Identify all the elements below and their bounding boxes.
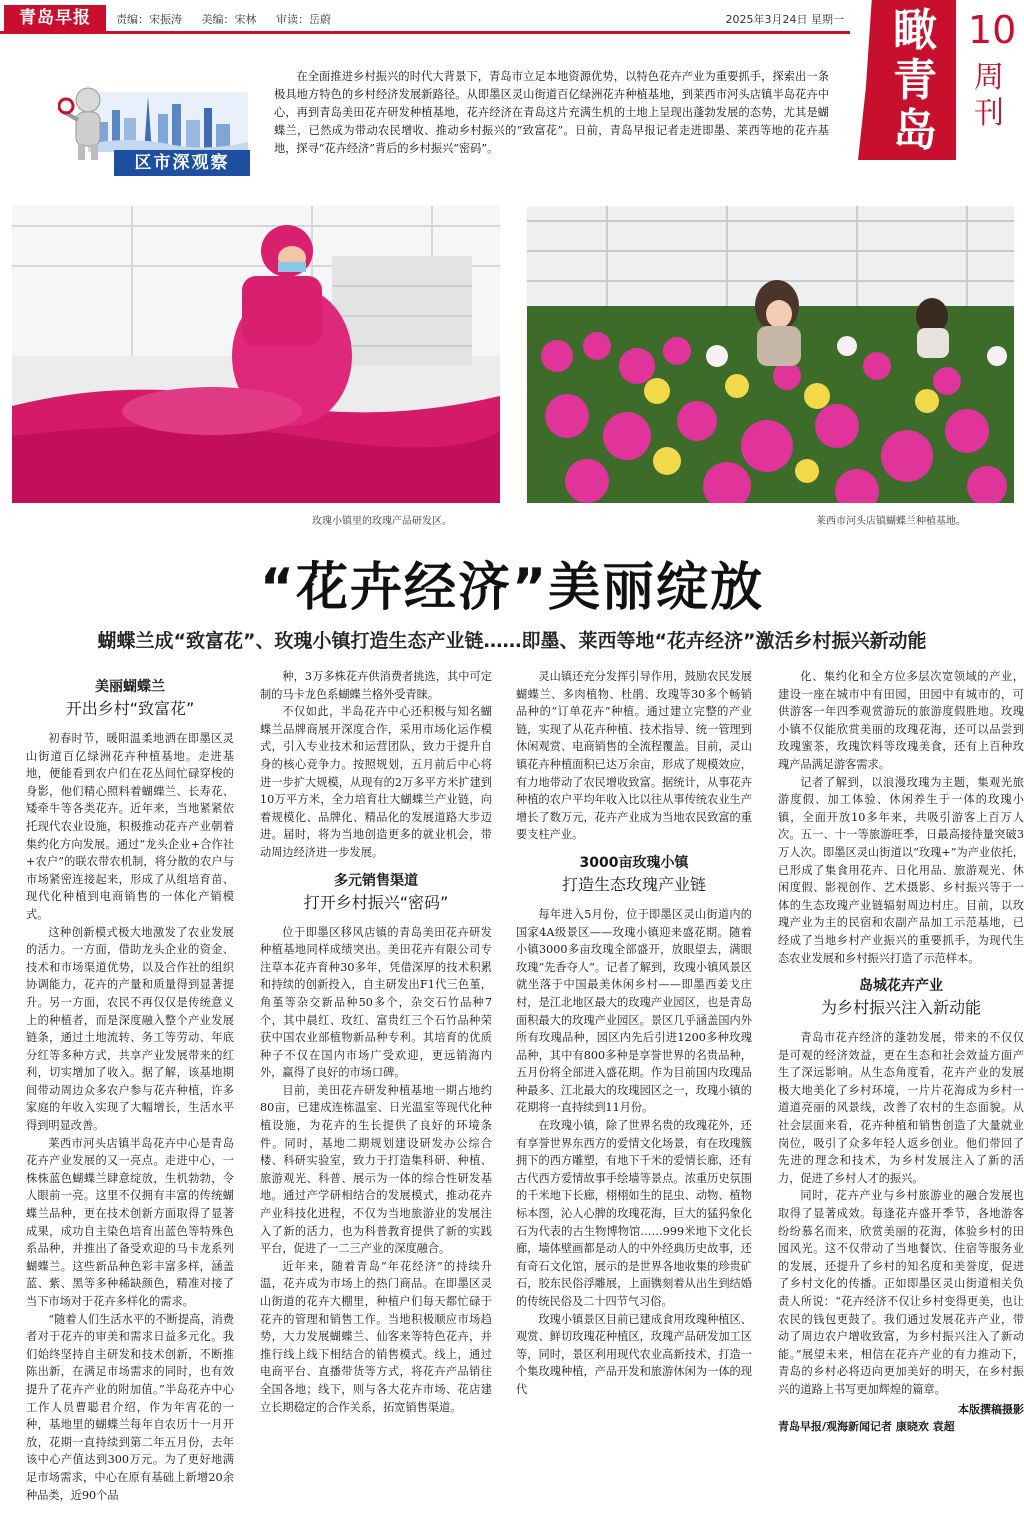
paragraph: 近年来，随着青岛“年花经济”的持续升温，花卉成为市场上的热门商品。在即墨区灵山街道的花卉大棚里，种植户们每天都忙碌于花卉的管理和销售工作。当地积极顺应市场趋势，大力发展蝴蝶兰、仙客来等特色花卉，并推行线上线下相结合的销售模式。线上，通过电商平台、直播带货等方式，将花卉产品销往全国各地；线下，则与各大花卉市场、花店建立长期稳定的合作关系，拓宽销售渠道。: [260, 1259, 492, 1414]
article-column-1: [26, 676, 234, 1504]
section-title-line1: 岛城花卉产业: [859, 978, 943, 995]
paragraph: 种，3万多株花卉供消费者挑选，其中可定制的马卡龙色系蝴蝶兰格外受青睐。: [260, 670, 492, 701]
credit-editor: 责编：宋振涛: [116, 13, 182, 26]
photo-rose-research-area: [12, 206, 500, 503]
caption-left: 玫瑰小镇里的玫瑰产品研发区。: [312, 516, 452, 527]
paragraph: 初春时节，暖阳温柔地洒在即墨区灵山街道百亿绿洲花卉种植基地。走进基地，便能看到农户们在花丛间忙碌穿梭的身影，他们精心照料着蝴蝶兰、长寿花、矮牵牛等各类花卉。近年来，当地紧紧依托现代农业设施，积极推动花卉产业朝着集约化方向发展。通过“龙头企业+合作社+农户”的联农带农机制，将分散的农户与市场紧密连接起来，形成了从组培育苗、现代化种植到电商销售的一体化产销模式。: [26, 732, 234, 921]
banner-subtitle: 周刊: [974, 60, 1004, 131]
article-column-2: [260, 668, 492, 1416]
masthead: [0, 0, 850, 34]
paragraph: “随着人们生活水平的不断提高，消费者对于花卉的审美和需求日益多元化。我们始终坚持自主研发和技术创新，不断推陈出新，在满足市场需求的同时，也有效提升了花卉产业的附加值。”半岛花卉中心工作人员曹聪君介绍，作为年宵花的一种，基地里的蝴蝶兰每年自农历十一月开放，花期一直持续到第二年五月份，去年该中心产值达到300万元。为了更好地满足市场需求，中心在原有基础上新增20余种品类，近90个品: [26, 1312, 234, 1502]
page-banner: [858, 0, 1024, 170]
editor-credits: [116, 11, 345, 27]
paragraph: 灵山镇还充分发挥引导作用，鼓励农民发展蝴蝶兰、多肉植物、杜鹃、玫瑰等30多个畅销品种的“订单花卉”种植。通过建立完整的产业链，实现了从花卉种植、技术指导、统一管理到休闲观赏、电商销售的全流程覆盖。目前，灵山镇花卉种植面积已达万余亩，形成了规模效应，有力地带动了农民增收致富。据统计，从事花卉种植的农户平均年收入比以往从事传统农业生产增长了数万元，花卉产业成为当地农民致富的重要支柱产业。: [516, 670, 752, 842]
photo-orchid-base: [527, 206, 1014, 503]
rose-petals-photo: [12, 206, 500, 503]
caption-right: 莱西市河头店镇蝴蝶兰种植基地。: [816, 516, 966, 527]
section-title-butterfly-orchid: [26, 676, 234, 720]
paragraph: 玫瑰小镇景区目前已建成食用玫瑰种植区、观赏、鲜切玫瑰花种植区，玫瑰产品研发加工区等，同时，景区利用现代农业高新技术，打造一个集玫瑰种植，产品开发和旅游休闲为一体的现代: [516, 1312, 752, 1396]
column-logo: [28, 72, 250, 178]
column-logo-label: 区市深观察: [114, 150, 250, 176]
banner-title: 瞰青岛: [893, 5, 937, 156]
newspaper-logo: 青岛早报: [4, 5, 106, 31]
section-title-line1: 美丽蝴蝶兰: [95, 679, 165, 695]
section-title-flower-industry: [778, 975, 1024, 1019]
page-number: 10: [968, 8, 1017, 52]
paragraph: 在玫瑰小镇，除了世界名贵的玫瑰花外，还有享誉世界东西方的爱情文化场景，有在玫瑰簇拥下的西方雕塑，有地下千米的爱情长廊，还有古代西方爱情故事手绘墙等景点。浓重历史氛围的千米地下长廊，栩栩如生的昆虫、动物、植物标本图，沁人心脾的玫瑰花海，巨大的猛犸象化石为代表的古生物博物馆……999米地下文化长廊，墙体壁画都是动人的中外经典历史故事，还有奇石文化馆，展示的是世界各地收集的珍贵矿石，胶东民俗浮雕展，上面镌刻着从出生到结婚的传统民俗及二十四节气习俗。: [516, 1119, 752, 1308]
headline: “花卉经济”美丽绽放: [259, 558, 765, 618]
credit-designer: 美编：宋林: [201, 13, 257, 26]
section-title-sales-channels: [260, 870, 492, 914]
article-column-4: [778, 668, 1024, 1436]
section-title-line2: 打造生态玫瑰产业链: [561, 874, 706, 894]
section-title-line2: 为乡村振兴注入新动能: [820, 998, 981, 1018]
section-title-line1: 3000亩玫瑰小镇: [579, 854, 689, 871]
issue-date: 2025年3月24日 星期一: [725, 13, 844, 26]
section-title-line1: 多元销售渠道: [334, 872, 418, 889]
paragraph: 化、集约化和全方位多层次宽领域的产业，建设一座在城市中有田园，田园中有城市的，可供游客一年四季观赏游玩的旅游度假胜地。玫瑰小镇不仅能欣赏美丽的玫瑰花海，还可以品尝到玫瑰蜜茶，玫瑰饮料等玫瑰美食，还有上百种玫瑰产品满足游客需求。: [778, 670, 1024, 771]
reporter-byline: 青岛早报/观海新闻记者 康晓欢 袁超: [778, 1420, 955, 1434]
byline: 本版撰稿摄影: [958, 1402, 1024, 1416]
credit-proofreader: 审读：岳蔚: [276, 13, 331, 26]
section-title-line2: 打开乡村振兴“密码”: [303, 892, 449, 912]
paragraph: 莱西市河头店镇半岛花卉中心是青岛花卉产业发展的又一亮点。走进中心，一株株蓝色蝴蝶兰肆意绽放，生机勃勃，令人眼前一亮。这里不仅拥有丰富的传统蝴蝶兰品种，更在技术创新方面取得了显著成果，成功自主染色培育出蓝色等特殊色系品种，并推出了备受欢迎的马卡龙系列蝴蝶兰。这些新品种色彩丰富多样，涵盖蓝、紫、黑等多种稀缺颜色，精准对接了当下市场对于花卉多样化的需求。: [26, 1136, 234, 1308]
section-title-line2: 开出乡村“致富花”: [65, 699, 195, 718]
paragraph: 目前，美田花卉研发种植基地一期占地约80亩，已建成连栋温室、日光温室等现代化种植设施，为花卉的生长提供了良好的环境条件。同时，基地二期规划建设研发办公综合楼、科研实验室，致力于打造集科研、种植、旅游观光、科普、展示为一体的综合性研发基地。通过产学研相结合的发展模式，推动花卉产业科技化进程，不仅为当地旅游业的发展注入了新的活力，也为科普教育提供了新的实践平台，促进了一二三产业的深度融合。: [260, 1083, 492, 1256]
paragraph: 青岛市花卉经济的蓬勃发展，带来的不仅仅是可观的经济效益，更在生态和社会效益方面产生了深远影响。从生态角度看，花卉产业的发展极大地美化了乡村环境，一片片花海成为乡村一道道亮丽的风景线，改善了农村的生态面貌。从社会层面来看，花卉种植和销售创造了大量就业岗位，吸引了众多年轻人返乡创业。他们带回了先进的理念和技术，为乡村发展注入了新的活力，促进了乡村人才的振兴。: [778, 1031, 1024, 1185]
paragraph: 这种创新模式极大地激发了农业发展的活力。一方面，借助龙头企业的资金、技术和市场渠道优势，以及合作社的组织协调能力，花卉的产量和质量得到显著提升。另一方面，农民不再仅仅是传统意义上的种植者，而是深度融入整个产业发展链条，通过土地流转、务工等劳动、年底分红等多种方式，共享产业发展带来的红利，切实增加了收入。据了解，该基地期间带动周边众多农户参与花卉种植，许多家庭的年收入实现了大幅增长，生活水平得到明显改善。: [26, 925, 234, 1133]
magnifier-figure-icon: [58, 82, 114, 162]
paragraph: 记者了解到，以浪漫玫瑰为主题，集观光旅游度假、加工体验、休闲养生于一体的玫瑰小镇，全面开放10多年来，共吸引游客上百万人次。五一、十一等旅游旺季，日最高接待量突破3万人次。即墨区灵山街道以“玫瑰+”为产业依托，已形成了集食用花卉、日化用品、旅游观光、休闲度假、影视创作、艺术摄影、乡村振兴等于一体的生态玫瑰产业链辐射周边村庄。目前，以玫瑰产业为主的民宿和农副产品加工示范基地，已经成了当地乡村产业振兴的重要抓手，为现代生态农业发展和乡村振兴打造了示范样本。: [778, 775, 1024, 965]
paragraph: 不仅如此，半岛花卉中心还积极与知名蝴蝶兰品牌商展开深度合作，采用市场化运作模式，引入专业技术和运营团队，致力于提升自身的核心竞争力。按照规划，五月前后中心将进一步扩大规模，从现有的2万多平方米扩建到10万平方米，全力培育壮大蝴蝶兰产业链，向着规模化、品牌化、精品化的发展道路大步迈进。届时，将为当地创造更多的就业机会，带动周边经济进一步发展。: [260, 705, 492, 859]
paragraph: 同时，花卉产业与乡村旅游业的融合发展也取得了显著成效。每逢花卉盛开季节，各地游客纷纷慕名而来，欣赏美丽的花海，体验乡村的田园风光。这不仅带动了当地餐饮、住宿等服务业的发展，还提升了乡村的知名度和美誉度，促进了乡村文化的传播。正如即墨区灵山街道相关负责人所说：“花卉经济不仅让乡村变得更美，也让农民的钱包更鼓了。我们通过发展花卉产业，带动了周边农户增收致富，为乡村振兴注入了新动能。”展望未来，相信在花卉产业的有力推动下，青岛的乡村必将迈向更加美好的明天，在乡村振兴的道路上书写更加辉煌的篇章。: [778, 1189, 1024, 1396]
section-title-rose-town: [516, 852, 752, 896]
subheadline: 蝴蝶兰成“致富花”、玫瑰小镇打造生态产业链……即墨、莱西等地“花卉经济”激活乡村振兴新动能: [97, 630, 927, 652]
article-column-3: [516, 668, 752, 1399]
orchid-greenhouse-photo: [527, 206, 1014, 503]
paragraph: 位于即墨区移风店镇的青岛美田花卉研发种植基地同样成绩突出。美田花卉有限公司专注草本花卉育种30多年，凭借深厚的技术积累和持续的创新投入，自主研发出F1代三色堇，角堇等杂交新品种50多个，杂交石竹品种7个，其中晨红、玫红、富贵红三个石竹品种荣获中国农业部植物新品种专利。其培育的优质种子不仅在国内市场广受欢迎，更远销海内外，赢得了良好的市场口碑。: [260, 925, 492, 1080]
paragraph: 每年进入5月份，位于即墨区灵山街道内的国家4A级景区——玫瑰小镇迎来盛花期。随着小镇3000多亩玫瑰全部盛开，放眼望去，满眼玫瑰“先香夺人”。记者了解到，玫瑰小镇风景区就坐落于中国最美休闲乡村——即墨西姜戈庄村，是江北地区最大的玫瑰产业园区，也是青岛面积最大的玫瑰产业园区。景区几乎涵盖国内外所有玫瑰品种，园区内先后引进1200多种玫瑰品种，其中有800多种是享誉世界的名贵品种，五月份将全部进入盛花期。作为目前国内玫瑰品种最多、江北最大的玫瑰园区之一，玫瑰小镇的花期将一直持续到11月份。: [516, 907, 752, 1115]
lead-paragraph: 在全面推进乡村振兴的时代大背景下，青岛市立足本地资源优势，以特色花卉产业为重要抓手，探索出一条极具地方特色的乡村经济发展新路径。从即墨区灵山街道百亿绿洲花卉种植基地，到莱西市河头店镇半岛花卉中心，再到青岛美田花卉研发种植基地，花卉经济在青岛这片充满生机的土地上呈现出蓬勃发展的态势，尤其是蝴蝶兰，已然成为带动农民增收、推动乡村振兴的“致富花”。日前，青岛早报记者走进即墨、莱西等地的花卉基地，探寻“花卉经济”背后的乡村振兴“密码”。: [274, 70, 829, 155]
